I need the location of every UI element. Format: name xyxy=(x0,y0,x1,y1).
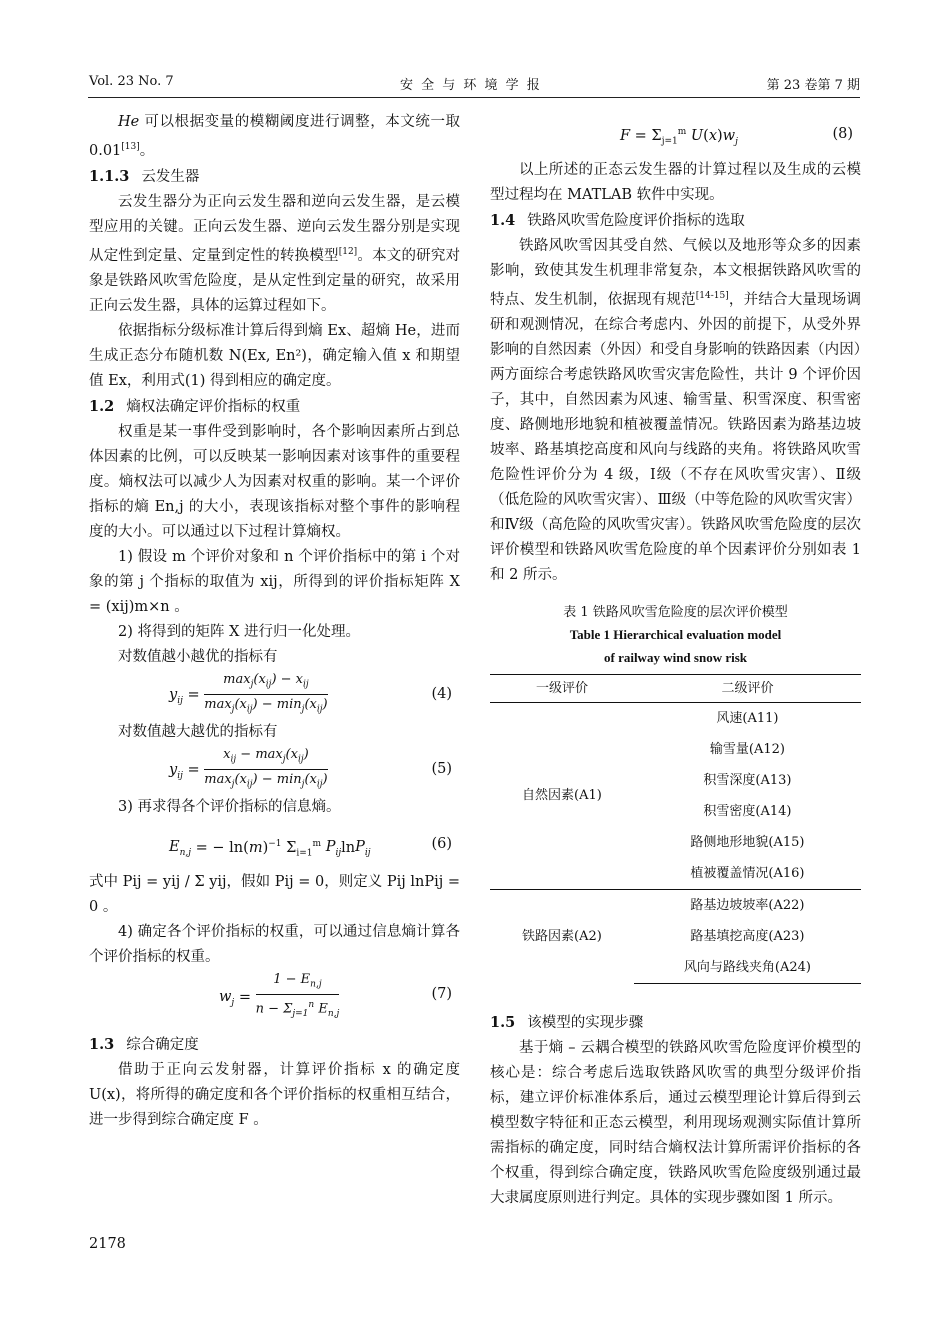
equation-8: $F = \Sigma_{j=1}^m$ $U(x)w_j$ (8) xyxy=(620,126,853,147)
table-cell: 积雪密度(A14) xyxy=(703,803,792,819)
paragraph-entropy-input: 依据指标分级标准计算后得到熵 Ex、超熵 He，进而生成正态分布随机数 N(Ex, En²)，确定输入值 x 和期望值 Ex，利用式(1) 得到相应的确定度。 xyxy=(89,322,460,389)
table-cell: 路基边坡坡率(A22) xyxy=(634,889,861,921)
header-volume: Vol. 23 No. 7 xyxy=(89,74,174,89)
big-better-label: 对数值越大越优的指标有 xyxy=(118,723,278,740)
table-cell: 风速(A11) xyxy=(716,710,779,726)
page-number: 2178 xyxy=(89,1236,126,1252)
step-2: 2) 将得到的矩阵 X 进行归一化处理。 xyxy=(118,623,361,640)
table-cell: 积雪深度(A13) xyxy=(703,772,792,788)
header-rule xyxy=(88,97,860,98)
paragraph-weight: 权重是某一事件受到影响时，各个影响因素所占到总体因素的比例，可以反映某一影响因素对该事件的重要程度。熵权法可以减少人为因素对权重的影响。某一个评价指标的熵 En,j 的大小，表现该指标对整个事件的影响程度的大小。可以通过以下过程计算熵权。 xyxy=(89,423,460,540)
small-better-label: 对数值越小越优的指标有 xyxy=(118,648,278,665)
equation-5: $y_{ij}$ = $\frac{x_{ij} - \max_j(x_{ij})}{\max_j(x_{ij}) - \min_j(x_{ij})}$ (5) xyxy=(169,746,452,790)
table-caption-en-1: Table 1 Hierarchical evaluation model xyxy=(569,626,782,642)
table-caption-en-2: of railway wind snow risk xyxy=(603,649,748,665)
section-1-1-3: 1.1.3 云发生器 xyxy=(89,167,200,185)
header-journal: 安 全 与 环 境 学 报 xyxy=(400,78,542,93)
section-1-3: 1.3 综合确定度 xyxy=(89,1035,199,1053)
paragraph-composite: 借助于正向云发射器，计算评价指标 x 的确定度 U(x)，将所得的确定度和各个评价指标的权重相互结合，进一步得到综合确定度 F 。 xyxy=(89,1061,460,1128)
table-cell: 路侧地形地貌(A15) xyxy=(690,834,805,850)
table-caption-cn: 表 1 铁路风吹雪危险度的层次评价模型 xyxy=(563,604,788,620)
paragraph-cloud-generator: 云发生器分为正向云发生器和逆向云发生器，是云模型应用的关键。正向云发生器、逆向云发生器分别是实现从定性到定量、定量到定性的转换模型[12]。本文的研究对象是铁路风吹雪危险度，是从定性到定量的研究，故采用正向云发生器，具体的运算过程如下。 xyxy=(89,193,461,314)
section-1-5: 1.5 该模型的实现步骤 xyxy=(490,1013,644,1031)
table-header-level2: 二级评价 xyxy=(634,674,861,702)
left-column xyxy=(89,110,460,1133)
equation-4: $y_{ij}$ = $\frac{\max_j(x_{ij}) - x_{ij}}{\max_j(x_{ij}) - \min_j(x_{ij})}$ (4) xyxy=(169,671,452,715)
table-cell: 风向与路线夹角(A24) xyxy=(634,952,861,984)
section-1-2: 1.2 熵权法确定评价指标的权重 xyxy=(89,397,301,415)
hierarchy-table xyxy=(490,674,861,984)
step-4: 4) 确定各个评价指标的权重，可以通过信息熵计算各个评价指标的权重。 xyxy=(89,923,460,965)
equation-7: $w_j$ = $\frac{1 - E_{n,j}}{n - \Sigma_{j=1}^n E_{n,j}}$ (7) xyxy=(219,971,452,1020)
paragraph-matlab: 以上所述的正态云发生器的计算过程以及生成的云模型过程均在 MATLAB 软件中实现。 xyxy=(490,162,861,203)
equation-6: $E_{n,j}$ = − $\ln(m)^{-1}$ $\Sigma_{i=1}^m$ $P_{ij}\ln P_{ij}$ (6) xyxy=(169,835,452,859)
table-cell: 路基填挖高度(A23) xyxy=(690,928,805,944)
where-clause: 式中 Pij = yij / Σ yij，假如 Pij = 0，则定义 Pij lnPij = 0 。 xyxy=(89,873,460,915)
table-cell-railway: 铁路因素(A2) xyxy=(490,889,634,983)
table-cell-natural: 自然因素(A1) xyxy=(522,788,602,804)
paragraph-he: He 可以根据变量的模糊阈度进行调整，本文统一取 0.01[13]。 xyxy=(89,114,461,159)
header-issue: 第 23 卷第 7 期 xyxy=(766,78,860,93)
paragraph-steps: 基于熵 – 云耦合模型的铁路风吹雪危险度评价模型的核心是：综合考虑后选取铁路风吹雪的典型分级评价指标，建立评价标准体系后，通过云模型理论计算后得到云模型数字特征和正态云模型，利用现场观测实际值计算所需指标的确定度，同时结合熵权法计算所需评价指标的各个权重，得到综合确定度，铁路风吹雪危险度级别通过最大隶属度原则进行判定。具体的实现步骤如图 1 所示。 xyxy=(490,1039,861,1206)
table-cell: 植被覆盖情况(A16) xyxy=(690,865,805,881)
table-cell: 输雪量(A12) xyxy=(709,741,785,757)
section-1-4: 1.4 铁路风吹雪危险度评价指标的选取 xyxy=(490,212,745,229)
step-3: 3) 再求得各个评价指标的信息熵。 xyxy=(118,798,341,815)
right-column xyxy=(490,110,861,1211)
table-header-level1: 一级评价 xyxy=(490,674,634,702)
paragraph-indicators: 铁路风吹雪因其受自然、气候以及地形等众多的因素影响，致使其发生机理非常复杂，本文根据铁路风吹雪的特点、发生机制，依据现有规范[14-15]，并结合大量现场调研和观测情况，在综合考虑内、外因的前提下，从受外界影响的自然因素（外因）和受自身影响的铁路因素（内因）两方面综合考虑铁路风吹雪灾害危险性，共计 9 个评价因子，其中，自然因素为风速、输雪量、积雪深度、积雪密度、路侧地形地貌和植被覆盖情况。铁路因素为路基边坡坡率、路基填挖高度和风向与线路的夹角。将铁路风吹雪危险性评价分为 4 级，Ⅰ级（不存在风吹雪灾害）、Ⅱ级（低危险的风吹雪灾害）、Ⅲ级（中等危险的风吹雪灾害）和Ⅳ级（高危险的风吹雪灾害）。铁路风吹雪危险度的层次评价模型和铁路风吹雪危险度的单个因素评价分别如表 1 和 2 所示。 xyxy=(490,238,862,583)
step-1: 1) 假设 m 个评价对象和 n 个评价指标中的第 i 个对象的第 j 个指标的取值为 xij，所得到的评价指标矩阵 X = (xij)m×n 。 xyxy=(89,548,460,615)
